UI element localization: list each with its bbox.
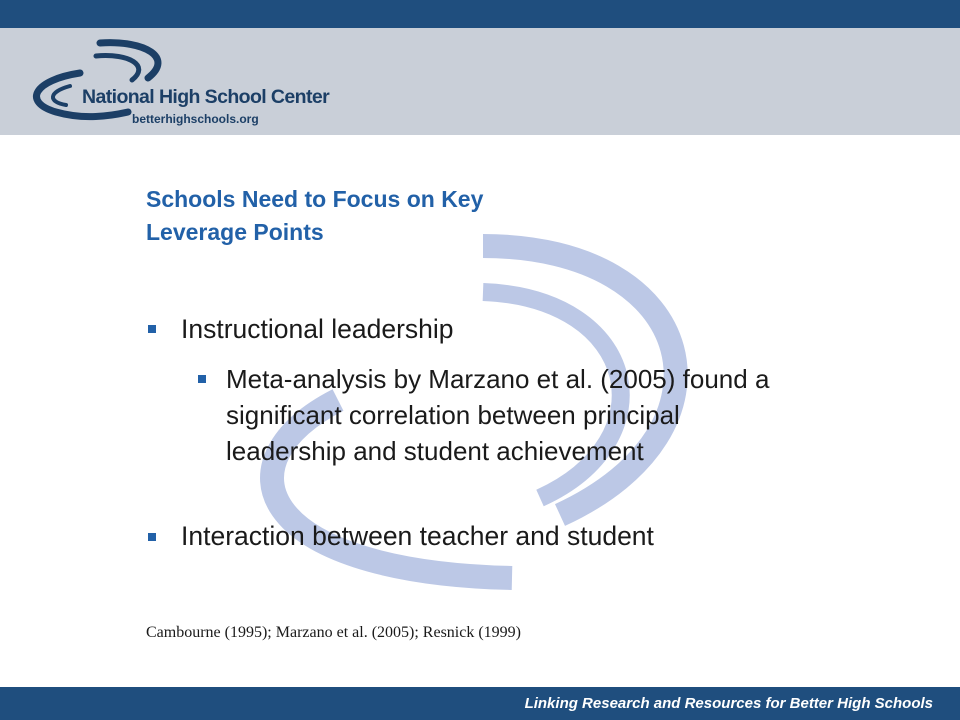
slide-title-line-2: Leverage Points: [146, 219, 324, 245]
square-bullet-icon: [148, 533, 156, 541]
square-bullet-icon: [148, 325, 156, 333]
square-bullet-icon: [198, 375, 206, 383]
bottom-bar: [0, 687, 960, 720]
logo-url: betterhighschools.org: [132, 112, 259, 126]
sub-bullet-text: Meta-analysis by Marzano et al. (2005) found a significant correlation between principal leadership and student achievement: [226, 364, 770, 466]
slide-title: [146, 183, 666, 249]
logo-name: National High School Center: [82, 86, 330, 108]
footer-tagline: Linking Research and Resources for Better High Schools: [524, 695, 933, 712]
bullet-text: Instructional leadership: [181, 314, 454, 344]
citation: Cambourne (1995); Marzano et al. (2005); Resnick (1999): [146, 624, 522, 641]
bullet-text: Interaction between teacher and student: [181, 521, 654, 551]
slide-title-line-1: Schools Need to Focus on Key: [146, 186, 484, 212]
